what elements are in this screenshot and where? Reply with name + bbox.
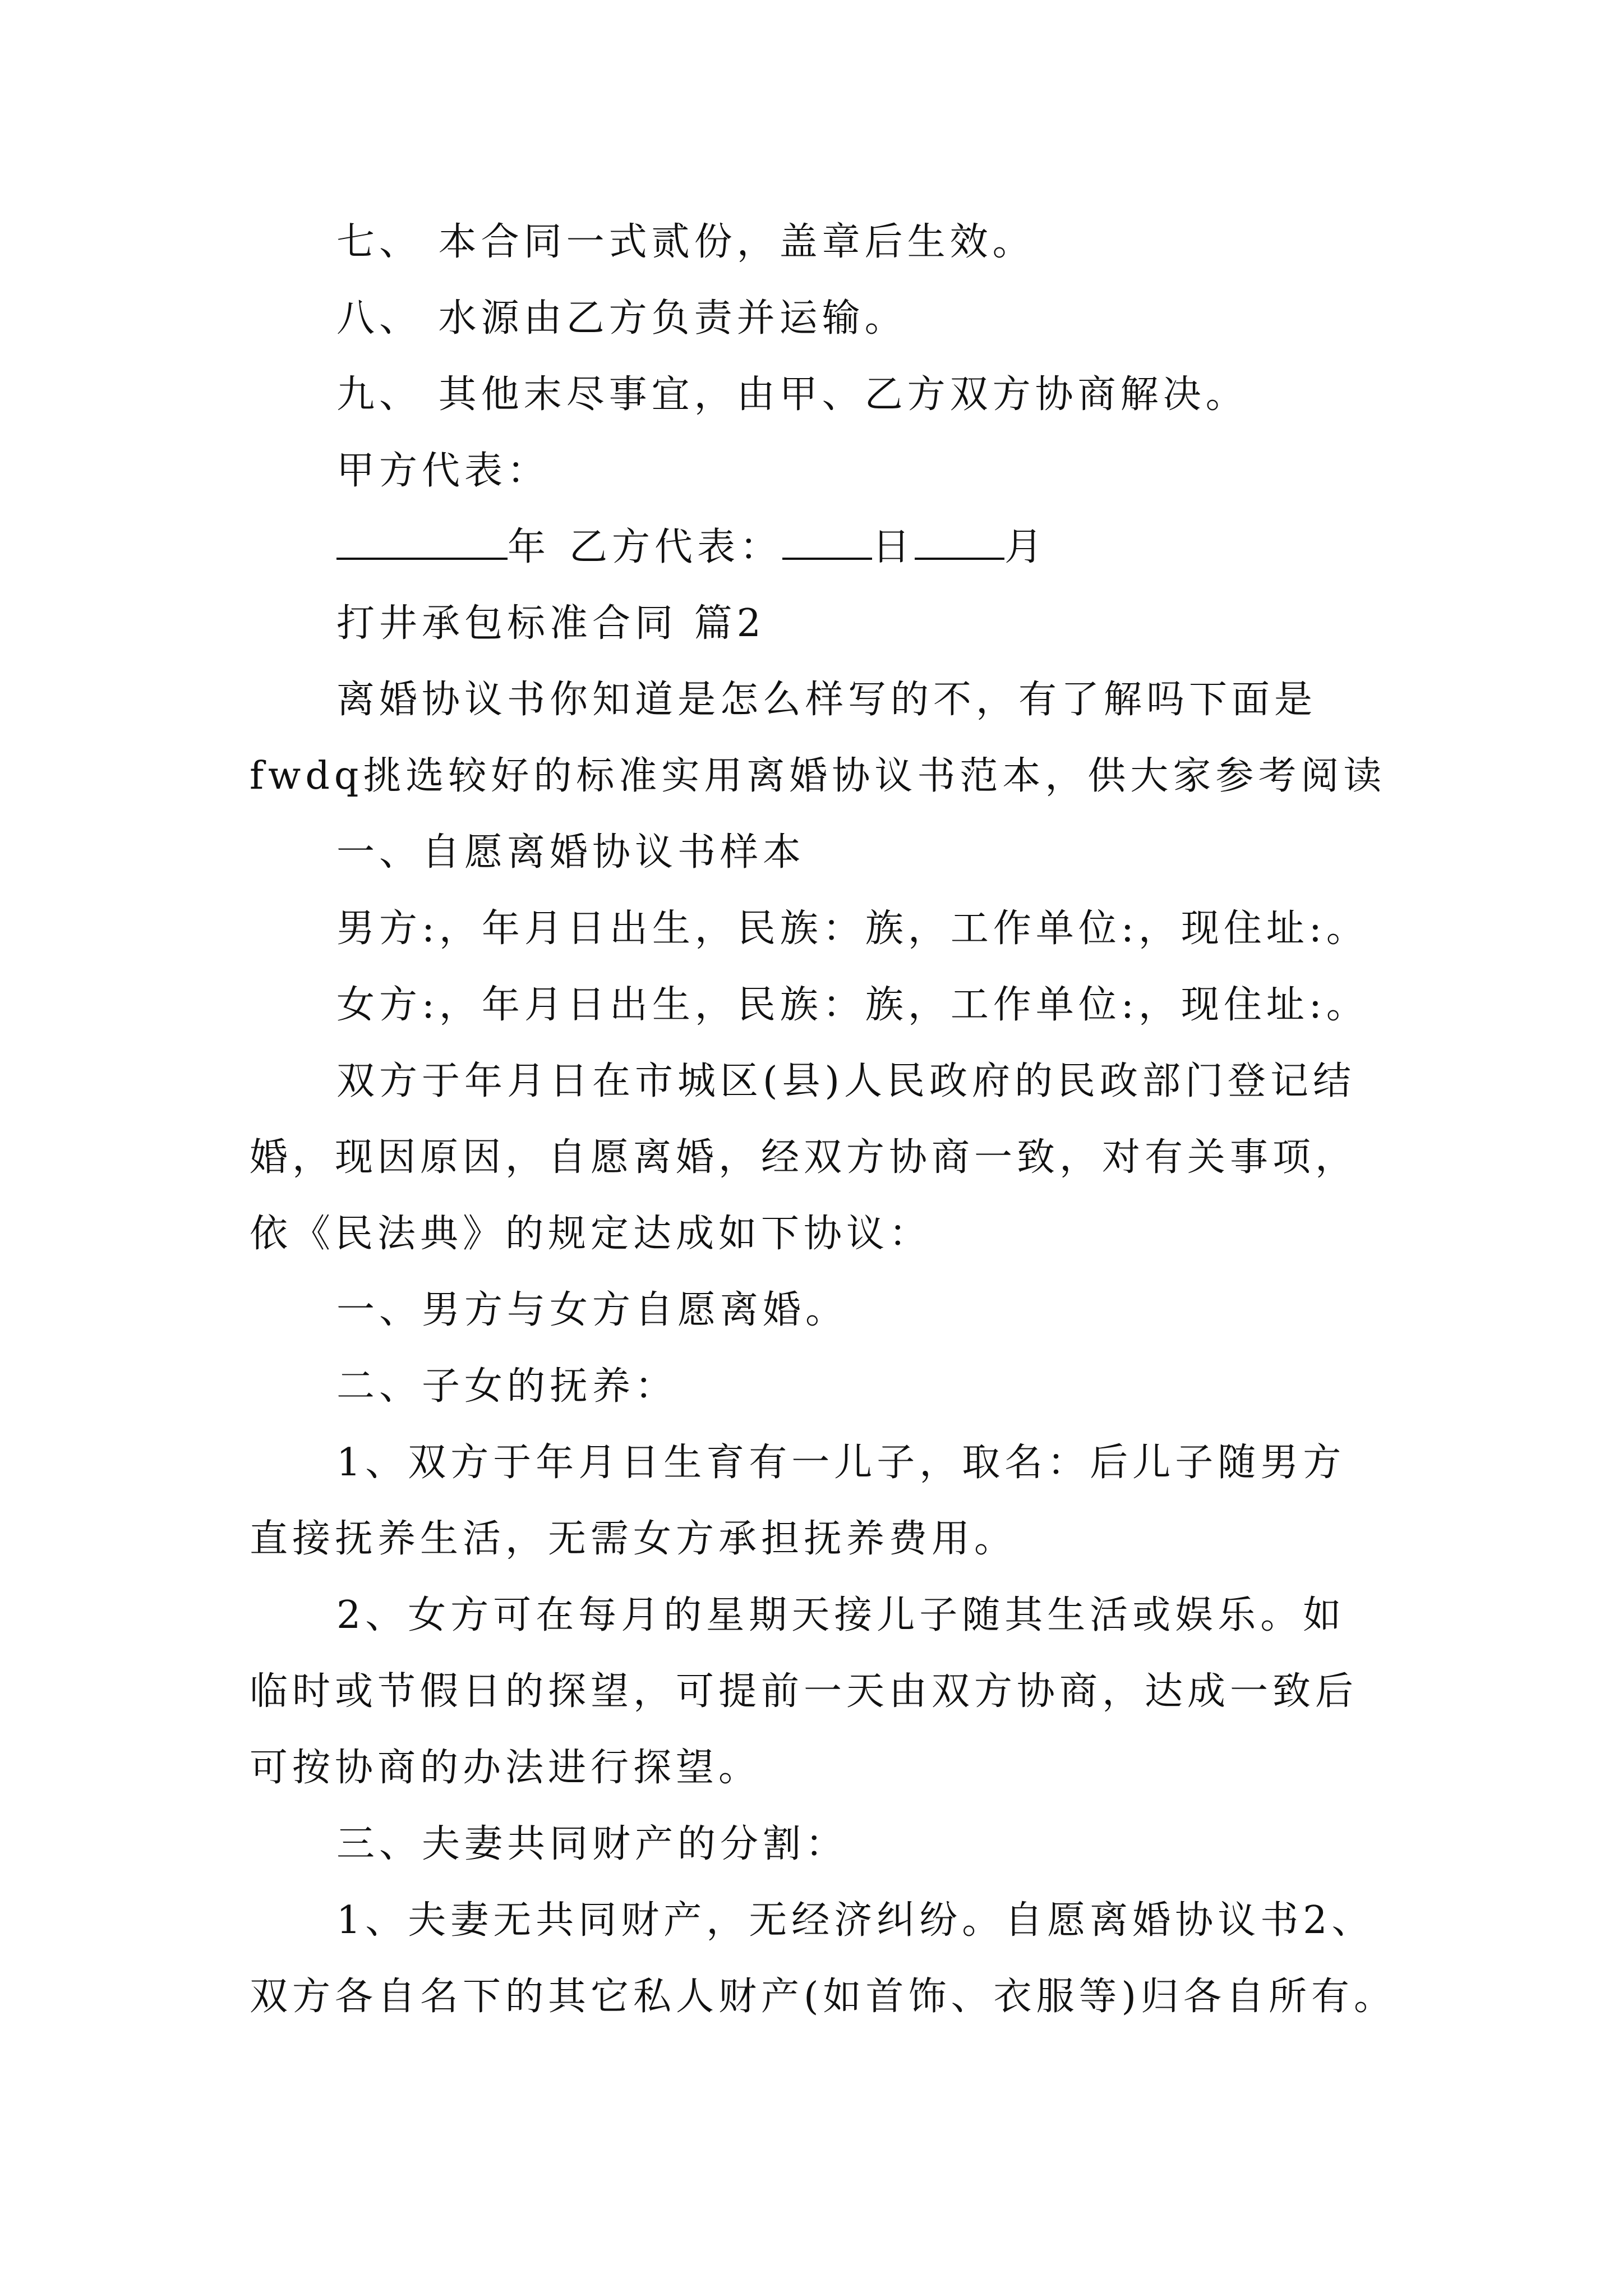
clause-seven: 七、 本合同一式贰份，盖章后生效。 <box>336 220 1035 264</box>
clause-two-item-2-line-1: 2、女方可在每月的星期天接儿子随其生活或娱乐。如 <box>336 1593 1346 1637</box>
section-title: 打井承包标准合同 篇2 <box>336 601 766 646</box>
clause-two-item-1-line-2: 直接抚养生活，无需女方承担抚养费用。 <box>250 1517 1017 1561</box>
intro-line-1: 离婚协议书你知道是怎么样写的不，有了解吗下面是 <box>336 678 1317 722</box>
clause-two-item-2-line-2: 临时或节假日的探望，可提前一天由双方协商，达成一致后 <box>250 1669 1358 1714</box>
day-blank <box>782 523 872 560</box>
marriage-statement-line-3: 依《民法典》的规定达成如下协议： <box>250 1212 932 1256</box>
female-party-info: 女方:，年月日出生，民族：族，工作单位:，现住址:。 <box>336 983 1369 1027</box>
clause-two-item-1-line-1: 1、双方于年月日生育有一儿子，取名：后儿子随男方 <box>336 1441 1346 1485</box>
clause-three-item-1-line-1: 1、夫妻无共同财产，无经济纠纷。自愿离婚协议书2、 <box>336 1898 1375 1943</box>
signature-line <box>336 522 1047 573</box>
sample-heading: 一、自愿离婚协议书样本 <box>336 830 806 875</box>
month-blank <box>915 523 1004 560</box>
clause-two-item-2-line-3: 可按协商的办法进行探望。 <box>250 1746 762 1790</box>
clause-eight: 八、 水源由乙方负责并运输。 <box>336 296 907 341</box>
month-label: 月 <box>1004 525 1048 569</box>
intro-line-2: fwdq挑选较好的标准实用离婚协议书范本，供大家参考阅读 <box>250 754 1386 798</box>
year-blank <box>336 523 508 560</box>
clause-three-item-1-line-2: 双方各自名下的其它私人财产(如首饰、衣服等)归各自所有。 <box>250 1975 1397 2019</box>
marriage-statement-line-1: 双方于年月日在市城区(县)人民政府的民政部门登记结 <box>336 1059 1356 1103</box>
clause-one: 一、男方与女方自愿离婚。 <box>336 1288 849 1332</box>
year-label: 年 <box>508 525 551 569</box>
clause-two-heading: 二、子女的抚养： <box>336 1364 678 1409</box>
day-label: 日 <box>872 525 915 569</box>
clause-three-heading: 三、夫妻共同财产的分割： <box>336 1822 849 1866</box>
clause-nine: 九、 其他末尽事宜，由甲、乙方双方协商解决。 <box>336 372 1248 417</box>
party-a-representative: 甲方代表： <box>336 449 550 493</box>
male-party-info: 男方:，年月日出生，民族：族，工作单位:，现住址:。 <box>336 907 1369 951</box>
party-b-representative: 乙方代表： <box>569 525 783 569</box>
marriage-statement-line-2: 婚，现因原因，自愿离婚，经双方协商一致，对有关事项， <box>250 1135 1358 1180</box>
